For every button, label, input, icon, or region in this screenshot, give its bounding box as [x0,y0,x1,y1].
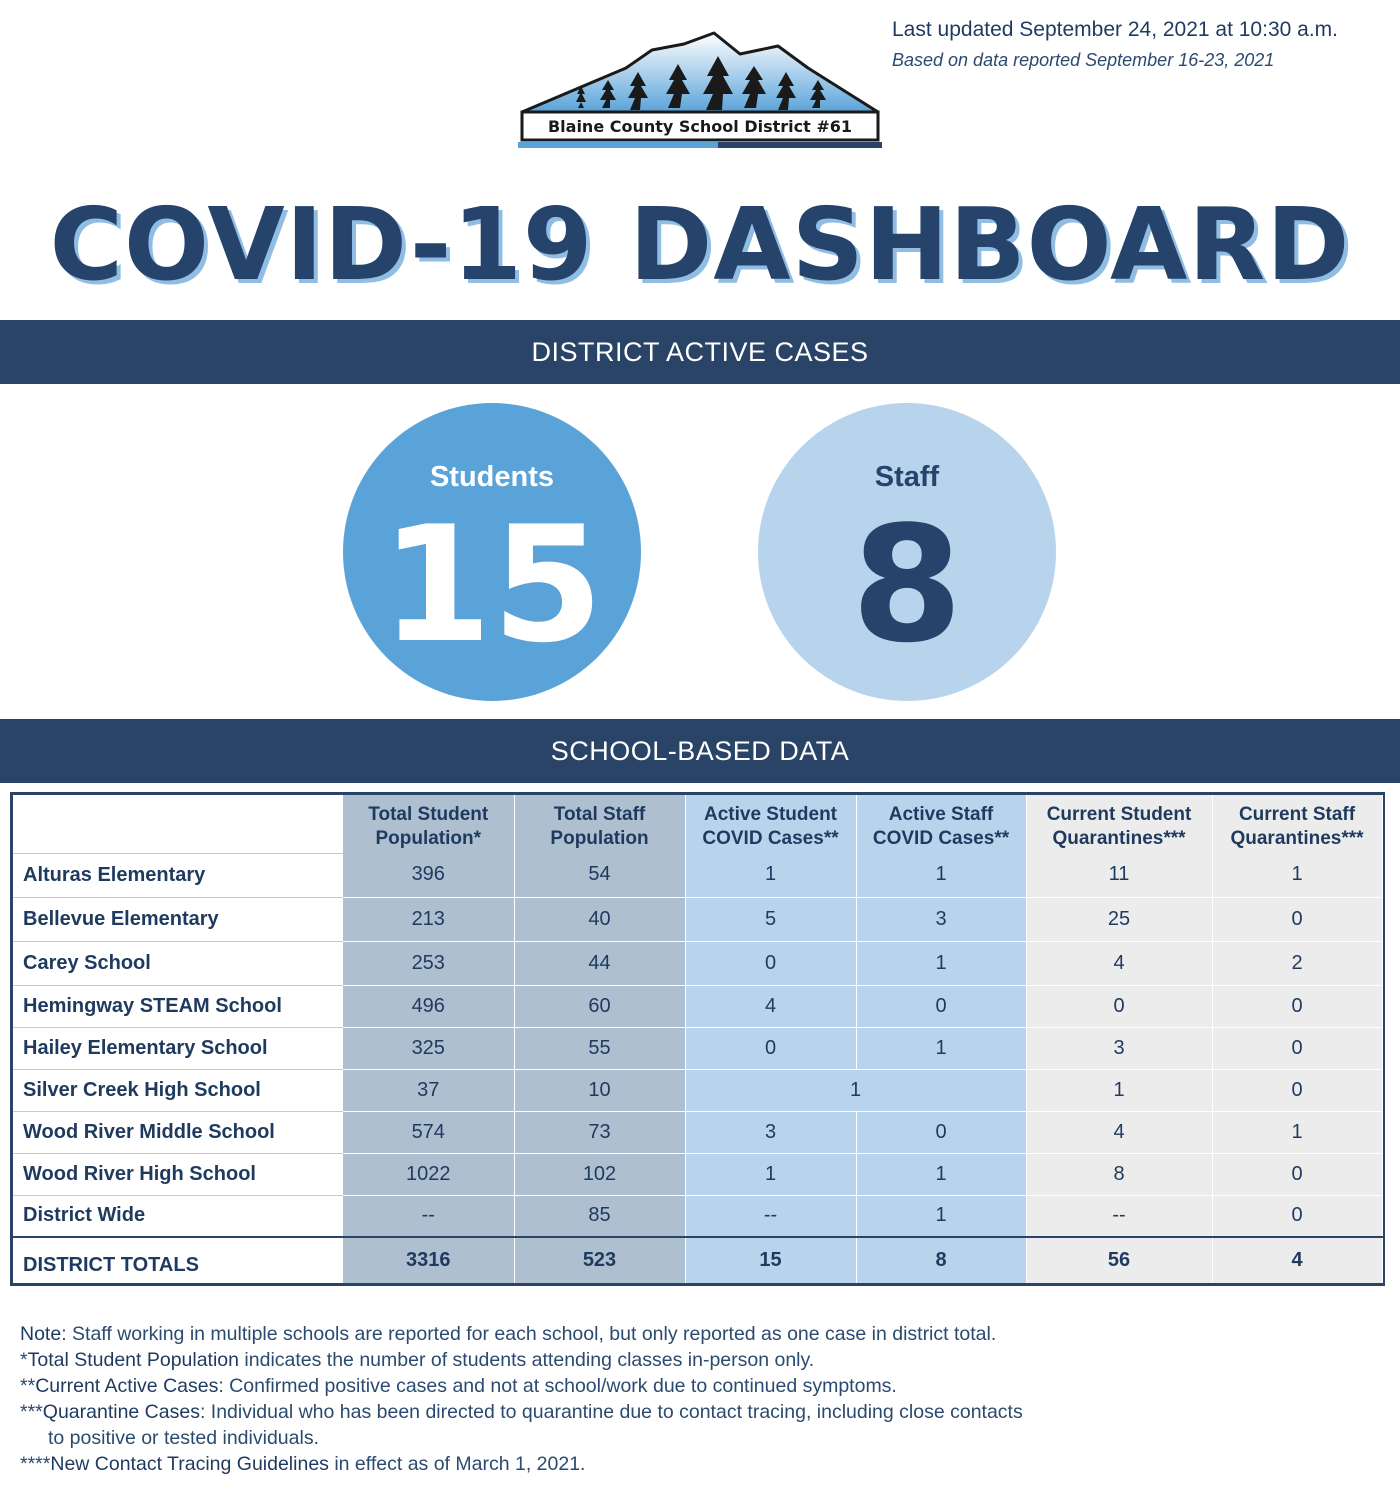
note-3: **Current Active Cases: Confirmed positive cases and not at school/work due to continued symptoms. [20,1375,897,1397]
header-total-student-population: Total Student Population* [343,795,514,853]
cell: 396 [343,853,514,897]
merged-cases-cell: 1 [685,1069,1026,1111]
staff-count: 8 [851,491,963,678]
cell: 1 [1212,853,1382,897]
cell: 574 [343,1111,514,1153]
cell: 1 [1026,1069,1212,1111]
cell: 1 [856,1027,1026,1069]
table-row [13,1069,1382,1111]
school-data-table [10,792,1385,1286]
cell: 1 [1212,1111,1382,1153]
cell: 85 [514,1195,685,1237]
note-1: Note: Staff working in multiple schools are reported for each school, but only reported as one case in district total. [20,1323,997,1345]
header-total-staff-population: Total Staff Population [514,795,685,853]
cell: 11 [1026,853,1212,897]
cell: 102 [514,1153,685,1195]
table-header-row [13,795,1382,853]
cell: 25 [1026,897,1212,941]
school-name: District Wide [13,1195,343,1237]
cell: 5 [685,897,856,941]
district-logo [516,28,884,152]
table-row [13,897,1382,941]
school-data-heading: SCHOOL-BASED DATA [0,719,1400,783]
header-student-quarantines: Current Student Quarantines*** [1026,795,1212,853]
total-cell: 15 [685,1237,856,1283]
students-circle [343,403,641,701]
cell: -- [685,1195,856,1237]
cell: 2 [1212,941,1382,985]
school-name: Hailey Elementary School [13,1027,343,1069]
cell: 4 [1026,1111,1212,1153]
cell: 3 [685,1111,856,1153]
last-updated-text: Last updated September 24, 2021 at 10:30 a.m. [892,18,1338,41]
total-cell: 523 [514,1237,685,1283]
table-row [13,1195,1382,1237]
school-name: Bellevue Elementary [13,897,343,941]
cell: 10 [514,1069,685,1111]
header-active-student-cases: Active Student COVID Cases** [685,795,856,853]
total-cell: 4 [1212,1237,1382,1283]
cell: -- [343,1195,514,1237]
cell: 0 [1212,1153,1382,1195]
note-5: ****New Contact Tracing Guidelines in effect as of March 1, 2021. [20,1453,586,1475]
cell: 4 [1026,941,1212,985]
students-count: 15 [380,491,604,678]
cell: 44 [514,941,685,985]
total-cell: 8 [856,1237,1026,1283]
staff-circle [758,403,1056,701]
cell: 1 [856,1195,1026,1237]
total-cell: 56 [1026,1237,1212,1283]
active-cases-heading: DISTRICT ACTIVE CASES [0,320,1400,384]
header-staff-quarantines: Current Staff Quarantines*** [1212,795,1382,853]
table-row [13,853,1382,897]
totals-label: DISTRICT TOTALS [13,1237,343,1283]
cell: 0 [1212,1069,1382,1111]
cell: 54 [514,853,685,897]
cell: 1 [856,941,1026,985]
cell: 73 [514,1111,685,1153]
data-range-text: Based on data reported September 16-23, 2021 [892,50,1275,70]
totals-row [13,1237,1382,1283]
school-name: Wood River High School [13,1153,343,1195]
cell: 55 [514,1027,685,1069]
cell: 37 [343,1069,514,1111]
cell: 60 [514,985,685,1027]
cell: 1022 [343,1153,514,1195]
update-info [892,18,1392,71]
cell: 1 [685,1153,856,1195]
cell: 1 [856,853,1026,897]
header-school [13,795,343,853]
note-2: *Total Student Population indicates the number of students attending classes in-person only. [20,1349,815,1371]
cell: 0 [1026,985,1212,1027]
cell: 0 [1212,897,1382,941]
school-name: Wood River Middle School [13,1111,343,1153]
header-active-staff-cases: Active Staff COVID Cases** [856,795,1026,853]
cell: 213 [343,897,514,941]
school-name: Silver Creek High School [13,1069,343,1111]
cell: -- [1026,1195,1212,1237]
table-row [13,1027,1382,1069]
cell: 0 [685,941,856,985]
cell: 325 [343,1027,514,1069]
cell: 0 [1212,1195,1382,1237]
table-row [13,941,1382,985]
students-label: Students [429,461,555,493]
school-name: Alturas Elementary [13,853,343,897]
footnotes [20,1321,1390,1477]
school-name: Carey School [13,941,343,985]
note-4-continued: to positive or tested individuals. [48,1427,319,1449]
cell: 496 [343,985,514,1027]
cell: 0 [856,985,1026,1027]
total-cell: 3316 [343,1237,514,1283]
logo-text: Blaine County School District #61 [547,117,853,136]
cell: 1 [685,853,856,897]
cell: 0 [1212,985,1382,1027]
table-row [13,985,1382,1027]
staff-label: Staff [874,461,940,493]
cell: 253 [343,941,514,985]
cell: 3 [856,897,1026,941]
cell: 0 [1212,1027,1382,1069]
note-4: ***Quarantine Cases: Individual who has been directed to quarantine due to contact tracing, including close contacts [20,1401,1023,1423]
cell: 3 [1026,1027,1212,1069]
cell: 1 [856,1153,1026,1195]
page-title: COVID-19 DASHBOARD [49,186,1351,303]
cell: 40 [514,897,685,941]
school-name: Hemingway STEAM School [13,985,343,1027]
cell: 8 [1026,1153,1212,1195]
table-row [13,1153,1382,1195]
cell: 0 [856,1111,1026,1153]
table-row [13,1111,1382,1153]
cell: 4 [685,985,856,1027]
cell: 0 [685,1027,856,1069]
